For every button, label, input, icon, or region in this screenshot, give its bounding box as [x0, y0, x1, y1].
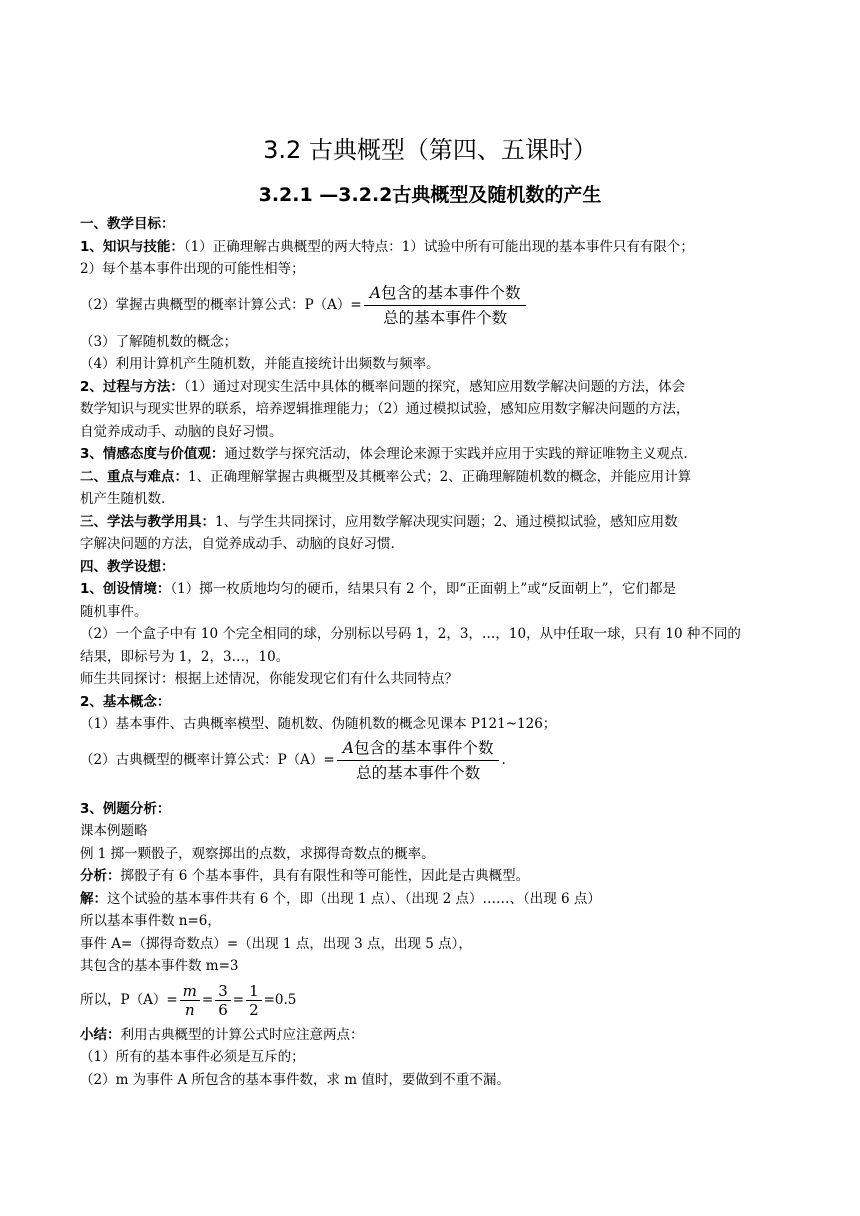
fraction-denominator: n [184, 1001, 195, 1019]
text: （1）正确理解古典概型的两大特点：1）试验中所有可能出现的基本事件只有有限个； [183, 238, 694, 255]
numerator-text: 包含的基本事件个数 [353, 739, 494, 757]
paragraph: 其包含的基本事件数 m=3 [80, 958, 239, 974]
paragraph [80, 236, 808, 259]
paragraph: 事件 A=（掷得奇数点）=（出现 1 点，出现 3 点，出现 5 点）， [80, 935, 472, 952]
paragraph [80, 578, 808, 601]
fraction-denominator: 总的基本事件个数 [356, 764, 481, 782]
text: 通过数学与探究活动，体会理论来源于实践并应用于实践的辩证唯物主义观点. [224, 446, 688, 462]
paragraph: 结果，即标号为 1，2，3…，10。 [80, 648, 290, 665]
text: 掷骰子有 6 个基本事件，具有有限性和等可能性，因此是古典概型。 [120, 868, 530, 884]
fraction-denominator: 6 [218, 1001, 228, 1019]
paragraph [80, 466, 808, 489]
formula-prefix: 所以，P（A）= [80, 992, 178, 1009]
document-title: 3.2 古典概型（第四、五课时） [263, 136, 597, 164]
paragraph: （3）了解随机数的概念； [80, 333, 238, 350]
var-a: A [342, 739, 354, 757]
text: （1）通过对现实生活中具体的概率问题的探究，感知应用数学解决问题的方法，体会 [183, 378, 686, 395]
label-solution: 解： [80, 890, 107, 907]
label-process: 2、过程与方法： [80, 378, 184, 395]
fraction-denominator: 2 [249, 1001, 259, 1019]
label-analysis: 分析： [80, 868, 121, 884]
fraction-3-6 [215, 982, 231, 1019]
label-basic-concepts: 2、基本概念： [80, 693, 171, 710]
formula-suffix: . [501, 752, 506, 769]
text: 1、与学生共同探讨，应用数学解决现实问题；2、通过模拟试验，感知应用数 [215, 513, 678, 530]
label-knowledge: 1、知识与技能： [80, 238, 184, 255]
fraction-m-n [180, 982, 200, 1019]
var-a: A [369, 284, 381, 302]
equals-sign: = [201, 992, 214, 1009]
fraction-numerator: 1 [249, 982, 259, 1000]
paragraph [80, 443, 808, 466]
paragraph: （2）m 为事件 A 所包含的基本事件数，求 m 值时，要做到不重不漏。 [80, 1071, 510, 1088]
label-emotion: 3、情感态度与价值观： [80, 446, 225, 462]
paragraph: 所以基本事件数 n=6， [80, 913, 221, 929]
equals-sign: = [232, 992, 245, 1009]
section-heading-key-points: 二、重点与难点： [80, 468, 188, 485]
fraction [337, 738, 500, 783]
section-heading-objectives: 一、教学目标： [80, 216, 175, 232]
fraction-numerator [364, 283, 527, 305]
paragraph: 例 1 掷一颗骰子，观察掷出的点数，求掷得奇数点的概率。 [80, 845, 435, 862]
paragraph: 机产生随机数. [80, 491, 166, 507]
text: 这个试验的基本事件共有 6 个，即（出现 1 点）、（出现 2 点）……、（出现 6 点） [107, 890, 601, 907]
paragraph: （4）利用计算机产生随机数，并能直接统计出频数与频率。 [80, 356, 440, 372]
paragraph: （1）基本事件、古典概率模型、随机数、伪随机数的概念见课本 P121~126； [80, 716, 557, 732]
section-heading-methods: 三、学法与教学用具： [80, 513, 215, 530]
label-scenario: 1、创设情境： [80, 581, 171, 597]
fraction-1-2 [246, 982, 262, 1019]
fraction-numerator [337, 738, 500, 760]
paragraph: 自觉养成动手、动脑的良好习惯。 [80, 423, 283, 440]
paragraph [80, 1024, 808, 1047]
paragraph: 课本例题略 [80, 823, 148, 839]
fraction-denominator: 总的基本事件个数 [383, 309, 508, 327]
document-body [80, 213, 808, 1091]
section-heading-design: 四、教学设想： [80, 558, 175, 575]
document-subtitle: 3.2.1 —3.2.2古典概型及随机数的产生 [258, 184, 602, 206]
fraction-numerator: 3 [218, 982, 228, 1000]
formula-probability-1 [80, 281, 808, 331]
formula-result: =0.5 [263, 992, 297, 1009]
text: （1）掷一枚质地均匀的硬币，结果只有 2 个，即“正面朝上”或“反面朝上”，它们都是 [170, 581, 677, 597]
formula-probability-2 [80, 736, 808, 786]
text: 利用古典概型的计算公式时应注意两点： [120, 1026, 364, 1043]
paragraph [80, 865, 808, 888]
paragraph: 数学知识与现实世界的联系，培养逻辑推理能力；（2）通过模拟试验，感知应用数字解决问题的方法， [80, 401, 690, 417]
fraction [364, 283, 527, 328]
paragraph: 随机事件。 [80, 603, 148, 620]
text: 1、正确理解掌握古典概型及其概率公式；2、正确理解随机数的概念，并能应用计算 [188, 468, 692, 485]
paragraph [80, 888, 808, 911]
paragraph: （1）所有的基本事件必须是互斥的； [80, 1049, 305, 1065]
paragraph: 师生共同探讨：根据上述情况，你能发现它们有什么共同特点？ [80, 671, 458, 687]
paragraph [80, 511, 808, 534]
formula-dice [80, 978, 808, 1024]
paragraph: 2）每个基本事件出现的可能性相等； [80, 261, 305, 277]
fraction-numerator: m [182, 982, 197, 1000]
paragraph: （2）一个盒子中有 10 个完全相同的球，分别标以号码 1，2，3，…，10，从中任取一球，只有 10 种不同的 [80, 626, 741, 642]
label-summary: 小结： [80, 1026, 121, 1043]
paragraph: 字解决问题的方法，自觉养成动手、动脑的良好习惯. [80, 536, 395, 552]
paragraph [80, 376, 808, 399]
label-examples: 3、例题分析： [80, 800, 171, 817]
formula-prefix: （2）掌握古典概型的概率计算公式：P（A）= [80, 297, 362, 314]
numerator-text: 包含的基本事件个数 [380, 284, 521, 302]
spacer [80, 786, 808, 798]
formula-prefix: （2）古典概型的概率计算公式：P（A）= [80, 752, 335, 769]
